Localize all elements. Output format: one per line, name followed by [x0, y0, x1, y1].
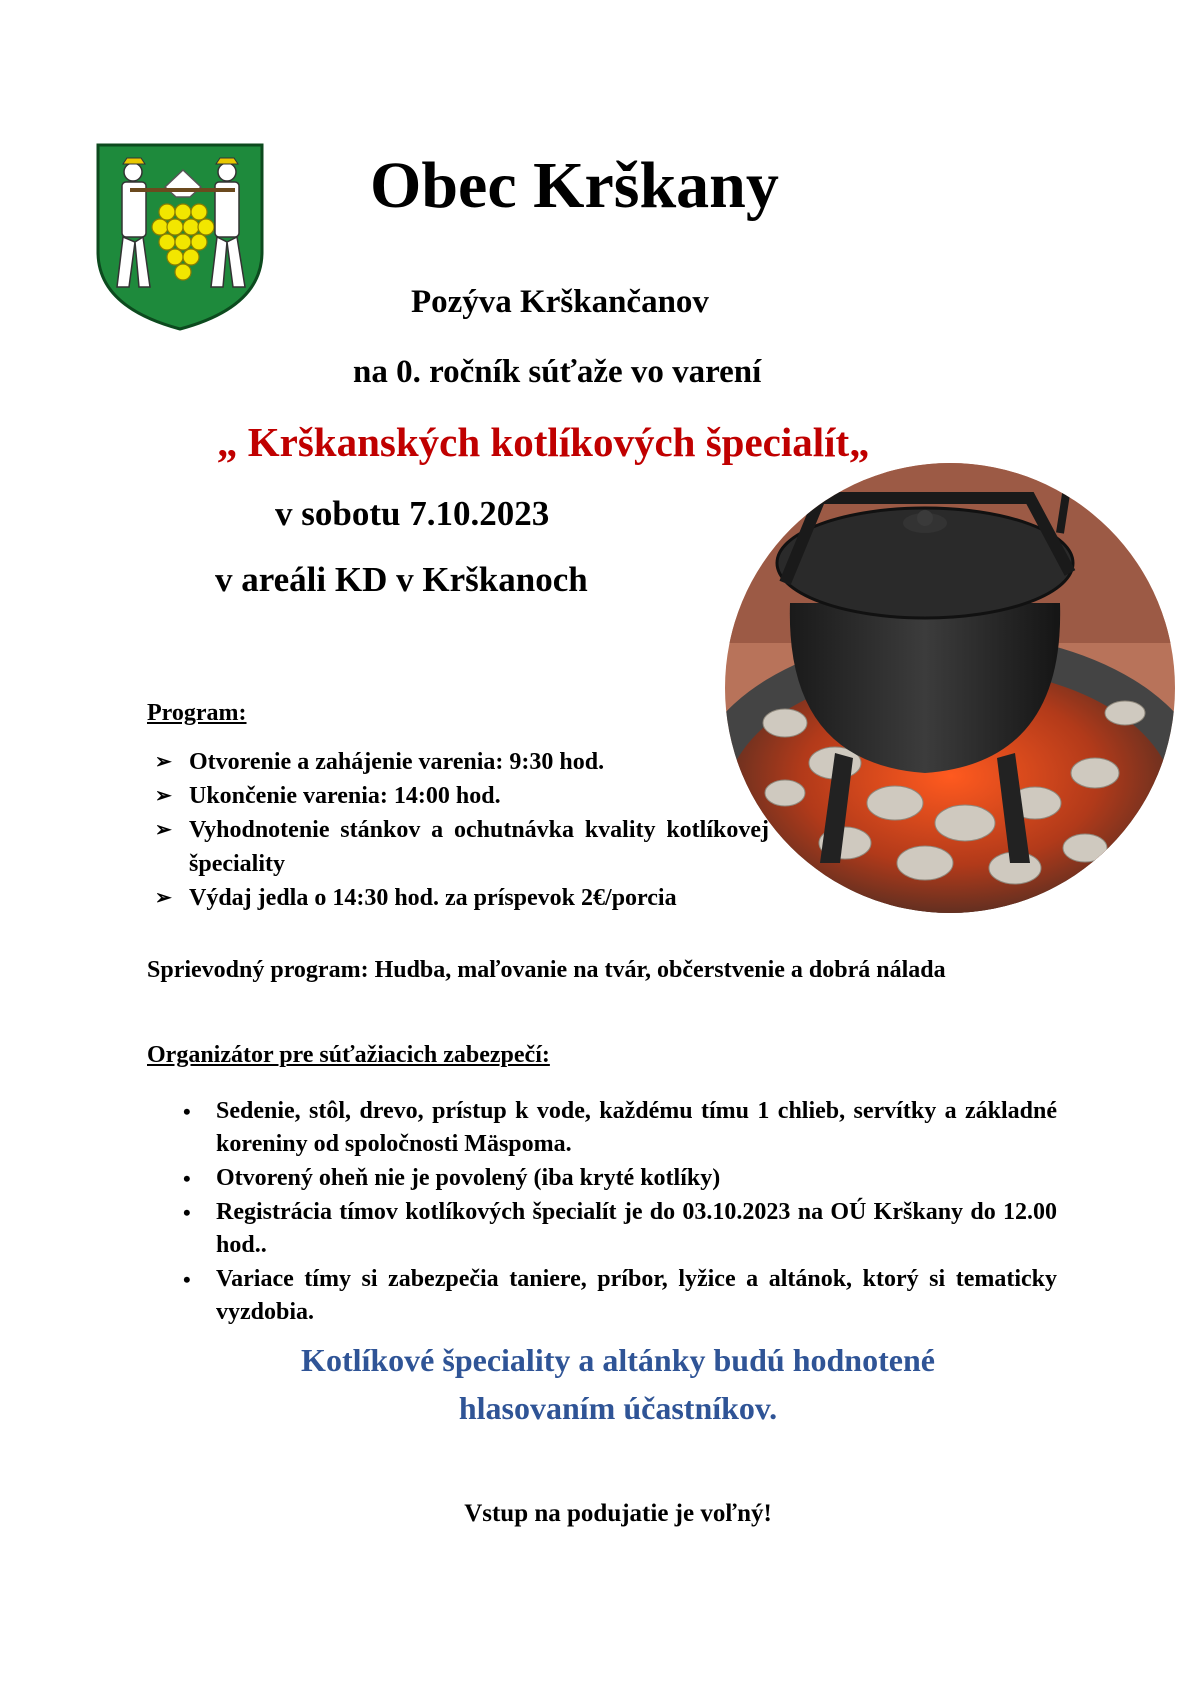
list-item: ➢ Výdaj jedla o 14:30 hod. za príspevok 2€/porcia [147, 881, 767, 915]
arrow-bullet-icon: ➢ [155, 785, 172, 807]
voting-note-line1: Kotlíkové špeciality a altánky budú hodnotené [301, 1342, 935, 1378]
municipality-title: Obec Krškany [370, 149, 779, 222]
dot-bullet-icon: • [183, 1267, 191, 1292]
free-entry-note: Vstup na podujatie je voľný! [464, 1500, 772, 1527]
arrow-bullet-icon: ➢ [155, 819, 172, 841]
arrow-bullet-icon: ➢ [155, 751, 172, 773]
coat-of-arms-icon [95, 142, 265, 332]
list-item: ➢ Otvorenie a zahájenie varenia: 9:30 hod. [147, 745, 767, 779]
list-item: ➢ Vyhodnotenie stánkov a ochutnávka kvality kotlíkovej špeciality [147, 813, 769, 881]
program-heading: Program: [147, 700, 247, 726]
event-date: v sobotu 7.10.2023 [275, 494, 550, 533]
list-item: • Sedenie, stôl, drevo, prístup k vode, každému tímu 1 chlieb, servítky a základné koreniny od spoločnosti Mäspoma. [183, 1095, 1057, 1161]
cauldron-photo [725, 463, 1175, 913]
side-program: Sprievodný program: Hudba, maľovanie na tvár, občerstvenie a dobrá nálada [147, 957, 946, 983]
edition-line: na 0. ročník súťaže vo varení [353, 354, 762, 390]
page-title [370, 148, 930, 224]
list-item: ➢ Ukončenie varenia: 14:00 hod. [147, 779, 767, 813]
program-list [147, 745, 767, 915]
dot-bullet-icon: • [183, 1166, 191, 1191]
list-item: • Registrácia tímov kotlíkových špecialít je do 03.10.2023 na OÚ Krškany do 12.00 hod.. [183, 1196, 1057, 1262]
organizer-heading: Organizátor pre súťažiacich zabezpečí: [147, 1042, 550, 1068]
list-item: • Otvorený oheň nie je povolený (iba kryté kotlíky) [183, 1162, 1057, 1195]
list-item: • Variace tímy si zabezpečia taniere, príbor, lyžice a altánok, ktorý si tematicky vyzdobia. [183, 1263, 1057, 1329]
voting-note-line2: hlasovaním účastníkov. [458, 1390, 778, 1426]
event-name: „ Krškanských kotlíkových špecialít„ [217, 419, 870, 465]
event-place: v areáli KD v Krškanoch [215, 560, 588, 599]
dot-bullet-icon: • [183, 1200, 191, 1225]
dot-bullet-icon: • [183, 1099, 191, 1124]
invite-line: Pozýva Krškančanov [411, 284, 709, 320]
arrow-bullet-icon: ➢ [155, 887, 172, 909]
organizer-list [183, 1095, 1057, 1330]
